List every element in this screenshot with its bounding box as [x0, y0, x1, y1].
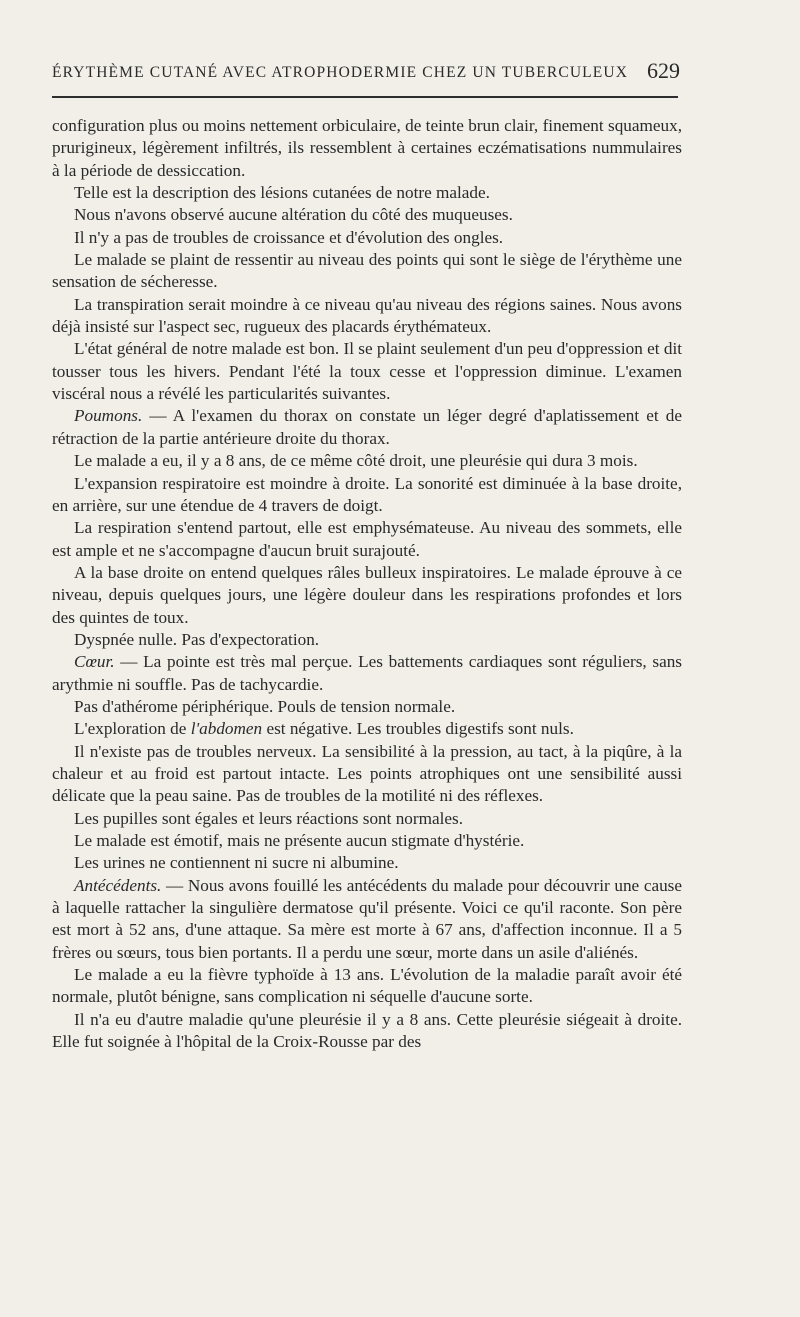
paragraph: Le malade est émotif, mais ne présente aucun stigmate d'hystérie.: [74, 831, 525, 850]
paragraph: Le malade se plaint de ressentir au niveau des points qui sont le siège de l'érythème une sensation de sécheresse.: [52, 250, 682, 292]
paragraph: L'état général de notre malade est bon. Il se plaint seulement d'un peu d'oppression et dit tousser tous les hivers. Pendant l'été la toux cesse et l'oppression diminue. L'examen viscéral nous a révélé les particularités suivantes.: [52, 339, 682, 404]
paragraph: Les urines ne contiennent ni sucre ni albumine.: [74, 853, 399, 873]
paragraph: Nous n'avons observé aucune altération du côté des muqueuses.: [74, 205, 513, 225]
paragraph: Il n'y a pas de troubles de croissance et d'évolution des ongles.: [74, 227, 504, 247]
page-number: 629: [647, 58, 680, 83]
paragraph: La transpiration serait moindre à ce niveau qu'au niveau des régions saines. Nous avons déjà insisté sur l'aspect sec, rugueux des placards érythémateux.: [52, 294, 682, 337]
running-title: ÉRYTHÈME CUTANÉ AVEC ATROPHODERMIE CHEZ UN TUBERCULEUX: [52, 64, 629, 81]
paragraph: Antécédents. — Nous avons fouillé les antécédents du malade pour découvrir une cause à laquelle rattacher la singulière dermatose qu'il présente. Voici ce qu'il raconte. Son père est mort à 52 ans, d'une attaque. Sa mère est morte à 67 ans, d'affection inconnue. Il a 5 frères ou sœurs, tous bien portants. Il a perdu une sœur, morte dans un asile d'aliénés.: [52, 875, 682, 962]
paragraph: Pas d'athérome périphérique. Pouls de tension normale.: [74, 696, 456, 716]
paragraph: L'expansion respiratoire est moindre à droite. La sonorité est diminuée à la base droite, en arrière, sur une étendue de 4 travers de doigt.: [52, 473, 682, 515]
section-label-abdomen: l'abdomen: [190, 719, 263, 739]
paragraph: Poumons. — A l'examen du thorax on constate un léger degré d'aplatissement et de rétraction de la partie antérieure droite du thorax.: [52, 406, 682, 448]
paragraph: Le malade a eu, il y a 8 ans, de ce même côté droit, une pleurésie qui dura 3 mois.: [74, 451, 638, 471]
paragraph: La respiration s'entend partout, elle est emphysémateuse. Au niveau des sommets, elle est ample et ne s'accompagne d'aucun bruit surajouté.: [52, 518, 682, 560]
body-text: [52, 115, 682, 1053]
running-head: [52, 58, 682, 88]
paragraph: Il n'existe pas de troubles nerveux. La sensibilité à la pression, au tact, à la piqûre, à la chaleur et au froid est partout intacte. Les points atrophiques ont une sensibilité aussi délicate que la peau saine. Pas de troubles de la motilité ni des réflexes.: [52, 741, 682, 806]
paragraph: L'exploration de l'abdomen est négative. Les troubles digestifs sont nuls.: [74, 719, 574, 739]
paragraph: Dyspnée nulle. Pas d'expectoration.: [74, 629, 320, 649]
paragraph: Les pupilles sont égales et leurs réactions sont normales.: [74, 808, 464, 828]
paragraph: A la base droite on entend quelques râles bulleux inspiratoires. Le malade éprouve à ce niveau, depuis quelques jours, une légère douleur dans les respirations profondes et lors des quintes de toux.: [52, 562, 682, 627]
paragraph: Cœur. — La pointe est très mal perçue. Les battements cardiaques sont réguliers, sans arythmie ni souffle. Pas de tachycardie.: [52, 652, 682, 694]
section-label-antecedents: Antécédents.: [74, 875, 162, 895]
header-rule: [52, 96, 678, 98]
paragraph: Le malade a eu la fièvre typhoïde à 13 ans. L'évolution de la maladie paraît avoir été normale, plutôt bénigne, sans complication ni séquelle d'aucune sorte.: [52, 965, 682, 1007]
paragraph: Il n'a eu d'autre maladie qu'une pleurésie il y a 8 ans. Cette pleurésie siégeait à droite. Elle fut soignée à l'hôpital de la Croix-Rousse par des: [52, 1009, 682, 1052]
paragraph: Telle est la description des lésions cutanées de notre malade.: [74, 183, 490, 203]
section-label-coeur: Cœur.: [74, 652, 115, 672]
section-label-poumons: Poumons.: [74, 406, 143, 426]
paragraph: configuration plus ou moins nettement orbiculaire, de teinte brun clair, finement squameux, prurigineux, légèrement infiltrés, ils ressemblent à certaines eczématisations nummulaires à la période de dessiccation.: [52, 116, 682, 180]
